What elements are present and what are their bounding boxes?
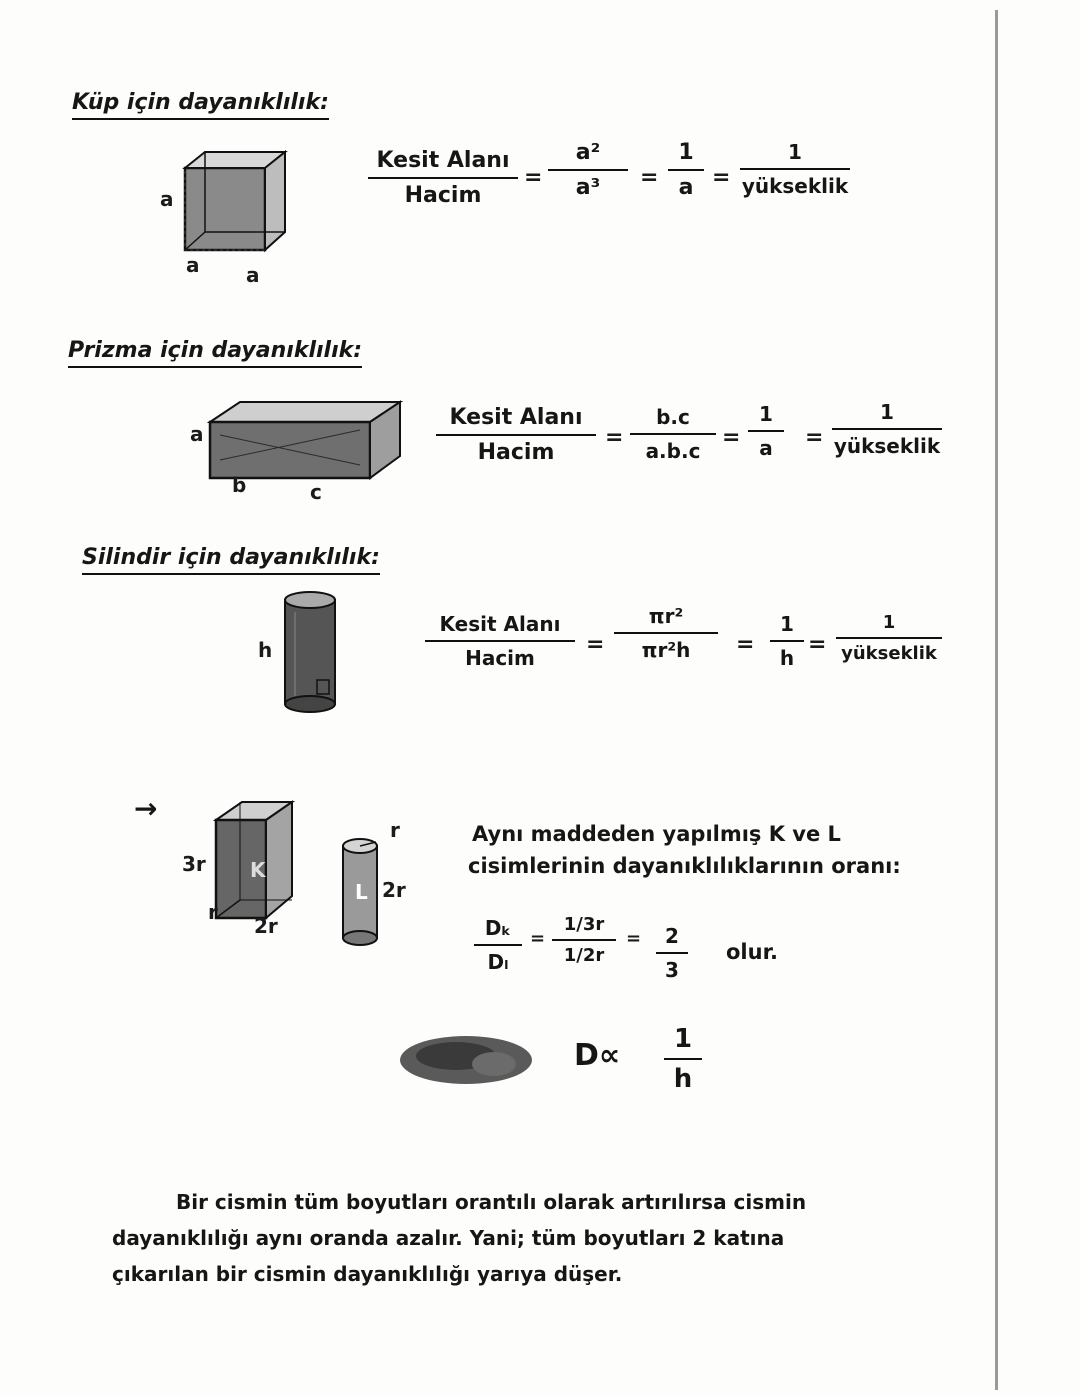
ratio-f3-numerator: 2	[665, 924, 679, 948]
prism-heading: Prizma için dayanıklılık:	[68, 338, 362, 368]
proportional-denominator: h	[673, 1064, 693, 1094]
cube-drawing	[180, 150, 300, 260]
ratio-fraction-3	[656, 924, 688, 982]
cube-f2-numerator: a²	[575, 140, 601, 165]
prism-f1-denominator: Hacim	[477, 440, 555, 465]
prism-f4-numerator: 1	[880, 400, 894, 424]
prism-f3-numerator: 1	[759, 402, 773, 426]
cylinder-fraction-2	[614, 604, 718, 662]
prism-f3-denominator: a	[759, 436, 773, 460]
cylinder-f3-denominator: h	[779, 646, 795, 670]
cylinder-l-radius-label: r	[390, 818, 400, 842]
prism-fraction-4	[832, 400, 942, 458]
cylinder-drawing	[283, 592, 339, 714]
cylinder-f2-denominator: πr²h	[641, 638, 691, 662]
cylinder-f1-numerator: Kesit Alanı	[439, 612, 561, 636]
prism-depth-label: b	[232, 473, 247, 497]
prism-fraction-3	[748, 402, 784, 460]
ratio-f3-denominator: 3	[665, 958, 679, 982]
ratio-fraction-2	[552, 914, 616, 966]
cube-f1-denominator: Hacim	[404, 183, 482, 208]
ratio-f1-denominator: Dₗ	[487, 950, 509, 974]
cube-heading: Küp için dayanıklılık:	[72, 90, 329, 120]
cube-fraction-4	[740, 140, 850, 198]
proportional-fraction	[664, 1024, 702, 1094]
proportional-prefix: D∝	[574, 1038, 621, 1073]
cylinder-fraction-1	[425, 612, 575, 670]
prism-drawing	[210, 400, 410, 482]
cylinder-heading: Silindir için dayanıklılık:	[82, 545, 380, 575]
conclusion-line-1: Bir cismin tüm boyutları orantılı olarak artırılırsa cismin	[176, 1190, 807, 1214]
cylinder-f1-denominator: Hacim	[465, 646, 535, 670]
arrow-icon: →	[134, 792, 158, 825]
scribble-mark	[398, 1030, 534, 1090]
proportional-numerator: 1	[673, 1024, 693, 1054]
cube-f4-numerator: 1	[788, 140, 802, 164]
cube-side-label: a	[160, 187, 174, 211]
cylinder-f3-numerator: 1	[780, 612, 794, 636]
prism-f2-denominator: a.b.c	[645, 439, 701, 463]
cylinder-fraction-4	[836, 612, 942, 664]
cube-f3-denominator: a	[678, 175, 694, 200]
conclusion-line-2: dayanıklılığı aynı oranda azalır. Yani; tüm boyutları 2 katına	[112, 1226, 785, 1250]
comparison-text-line-1: Aynı maddeden yapılmış K ve L	[472, 822, 841, 846]
cube-depth-label: a	[186, 253, 200, 277]
cube-f1-numerator: Kesit Alanı	[376, 148, 510, 173]
cube-fraction-3	[668, 140, 704, 200]
cylinder-f2-numerator: πr²	[648, 604, 684, 628]
cylinder-f4-numerator: 1	[882, 612, 896, 633]
prism-height-label: a	[190, 422, 204, 446]
cube-fraction-2	[548, 140, 628, 200]
prism-k-height-label: 3r	[182, 852, 206, 876]
prism-k-depth-label: r	[208, 900, 218, 924]
cube-fraction-1	[368, 148, 518, 208]
comparison-text-line-2: cisimlerinin dayanıklılıklarının oranı:	[468, 854, 901, 878]
ratio-fraction-1	[474, 916, 522, 974]
cylinder-fraction-3	[770, 612, 804, 670]
page-edge	[995, 10, 998, 1390]
cube-f4-denominator: yükseklik	[741, 174, 849, 198]
prism-f4-denominator: yükseklik	[833, 434, 941, 458]
cube-f3-numerator: 1	[678, 140, 694, 165]
prism-fraction-1	[436, 405, 596, 465]
cylinder-l-label: L	[355, 880, 368, 904]
prism-f1-numerator: Kesit Alanı	[449, 405, 583, 430]
prism-width-label: c	[310, 480, 322, 504]
cube-f2-denominator: a³	[575, 175, 601, 200]
ratio-f2-numerator: 1/3r	[563, 914, 605, 935]
ratio-f2-denominator: 1/2r	[563, 945, 605, 966]
ratio-suffix: olur.	[726, 940, 778, 964]
conclusion-line-3: çıkarılan bir cismin dayanıklılığı yarıya düşer.	[112, 1262, 623, 1286]
cylinder-height-label: h	[258, 638, 273, 662]
prism-k-label: K	[250, 858, 266, 882]
ratio-f1-numerator: Dₖ	[484, 916, 512, 940]
cylinder-f4-denominator: yükseklik	[841, 643, 937, 664]
cylinder-l-height-label: 2r	[382, 878, 406, 902]
cube-width-label: a	[246, 263, 260, 287]
prism-f2-numerator: b.c	[656, 405, 690, 429]
prism-k-width-label: 2r	[254, 914, 278, 938]
prism-fraction-2	[630, 405, 716, 463]
